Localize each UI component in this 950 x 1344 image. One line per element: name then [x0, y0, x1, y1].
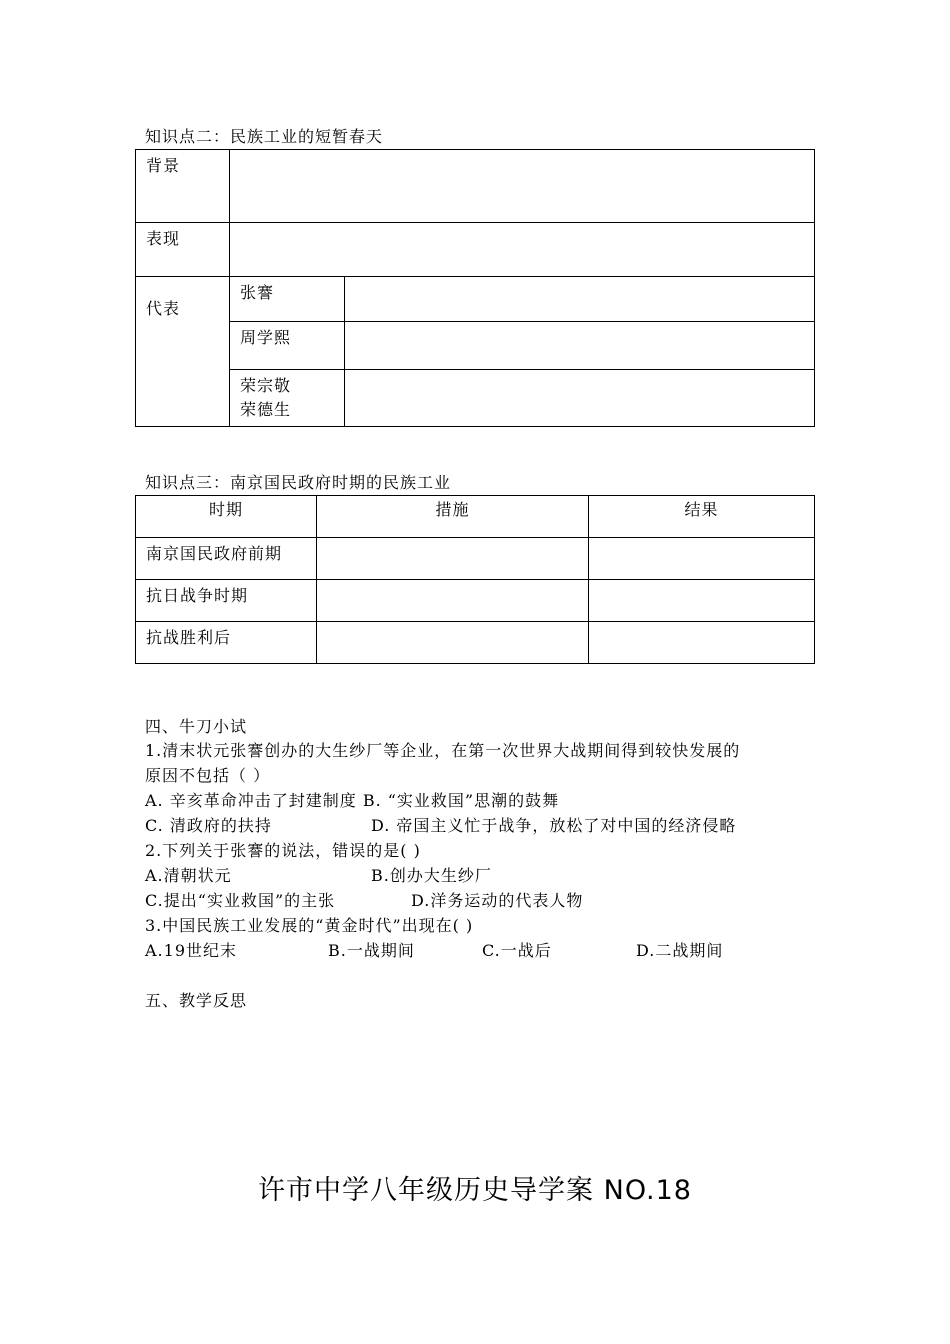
question2-option-a[interactable]: A.清朝状元 — [145, 866, 232, 885]
person-rong-desheng: 荣德生 — [240, 400, 292, 419]
question1-stem: 1.清末状元张謇创办的大生纱厂等企业，在第一次世界大战期间得到较快发展的 — [145, 741, 741, 760]
performance-label-cell — [136, 223, 230, 277]
background-label: 背景 — [146, 156, 181, 175]
measures-answer-cell[interactable] — [317, 538, 589, 580]
performance-label: 表现 — [146, 229, 181, 248]
person-zhang-jian: 张謇 — [240, 283, 275, 302]
question2-option-c[interactable]: C.提出“实业救国”的主张 — [145, 891, 336, 910]
results-answer-cell[interactable] — [589, 538, 815, 580]
question3-option-d[interactable]: D.二战期间 — [636, 941, 724, 960]
question1-options-ab[interactable]: A. 辛亥革命冲击了封建制度 B. “实业救国”思潮的鼓舞 — [145, 791, 560, 810]
header-results: 结果 — [589, 496, 815, 538]
results-answer-cell[interactable] — [589, 622, 815, 664]
question3-option-b[interactable]: B.一战期间 — [328, 941, 415, 960]
question3-stem: 3.中国民族工业发展的“黄金时代”出现在( ) — [145, 916, 474, 935]
document-title: 许市中学八年级历史导学案 NO.18 — [258, 1175, 692, 1206]
section5-heading: 五、教学反思 — [145, 991, 248, 1010]
header-measures: 措施 — [317, 496, 589, 538]
question3-option-c[interactable]: C.一战后 — [482, 941, 552, 960]
period-cell: 抗战胜利后 — [136, 622, 317, 664]
section3-table — [135, 495, 815, 664]
person-answer-cell[interactable] — [345, 370, 815, 427]
representative-label-cell — [136, 277, 230, 427]
representative-label: 代表 — [146, 299, 181, 318]
question1-stem-cont: 原因不包括（ ） — [145, 766, 271, 785]
question3-option-a[interactable]: A.19世纪末 — [145, 941, 238, 960]
measures-answer-cell[interactable] — [317, 580, 589, 622]
person-cell — [230, 322, 345, 370]
measures-answer-cell[interactable] — [317, 622, 589, 664]
person-rong-zongjing: 荣宗敬 — [240, 376, 292, 395]
results-answer-cell[interactable] — [589, 580, 815, 622]
background-label-cell — [136, 150, 230, 223]
person-answer-cell[interactable] — [345, 322, 815, 370]
question1-option-d[interactable]: D. 帝国主义忙于战争，放松了对中国的经济侵略 — [371, 816, 737, 835]
section4-heading: 四、牛刀小试 — [145, 717, 248, 736]
section2-table — [135, 149, 815, 427]
person-cell — [230, 370, 345, 427]
question2-option-d[interactable]: D.洋务运动的代表人物 — [411, 891, 584, 910]
question2-option-b[interactable]: B.创办大生纱厂 — [371, 866, 492, 885]
header-period: 时期 — [136, 496, 317, 538]
section3-heading: 知识点三：南京国民政府时期的民族工业 — [145, 473, 452, 492]
section2-heading: 知识点二：民族工业的短暂春天 — [145, 127, 384, 146]
person-answer-cell[interactable] — [345, 277, 815, 322]
period-cell: 南京国民政府前期 — [136, 538, 317, 580]
question2-stem: 2.下列关于张謇的说法，错误的是( ) — [145, 841, 421, 860]
performance-answer-cell[interactable] — [230, 223, 815, 277]
person-zhou-xuexi: 周学熙 — [240, 328, 292, 347]
question1-option-c[interactable]: C. 清政府的扶持 — [145, 816, 272, 835]
person-cell — [230, 277, 345, 322]
period-cell: 抗日战争时期 — [136, 580, 317, 622]
background-answer-cell[interactable] — [230, 150, 815, 223]
